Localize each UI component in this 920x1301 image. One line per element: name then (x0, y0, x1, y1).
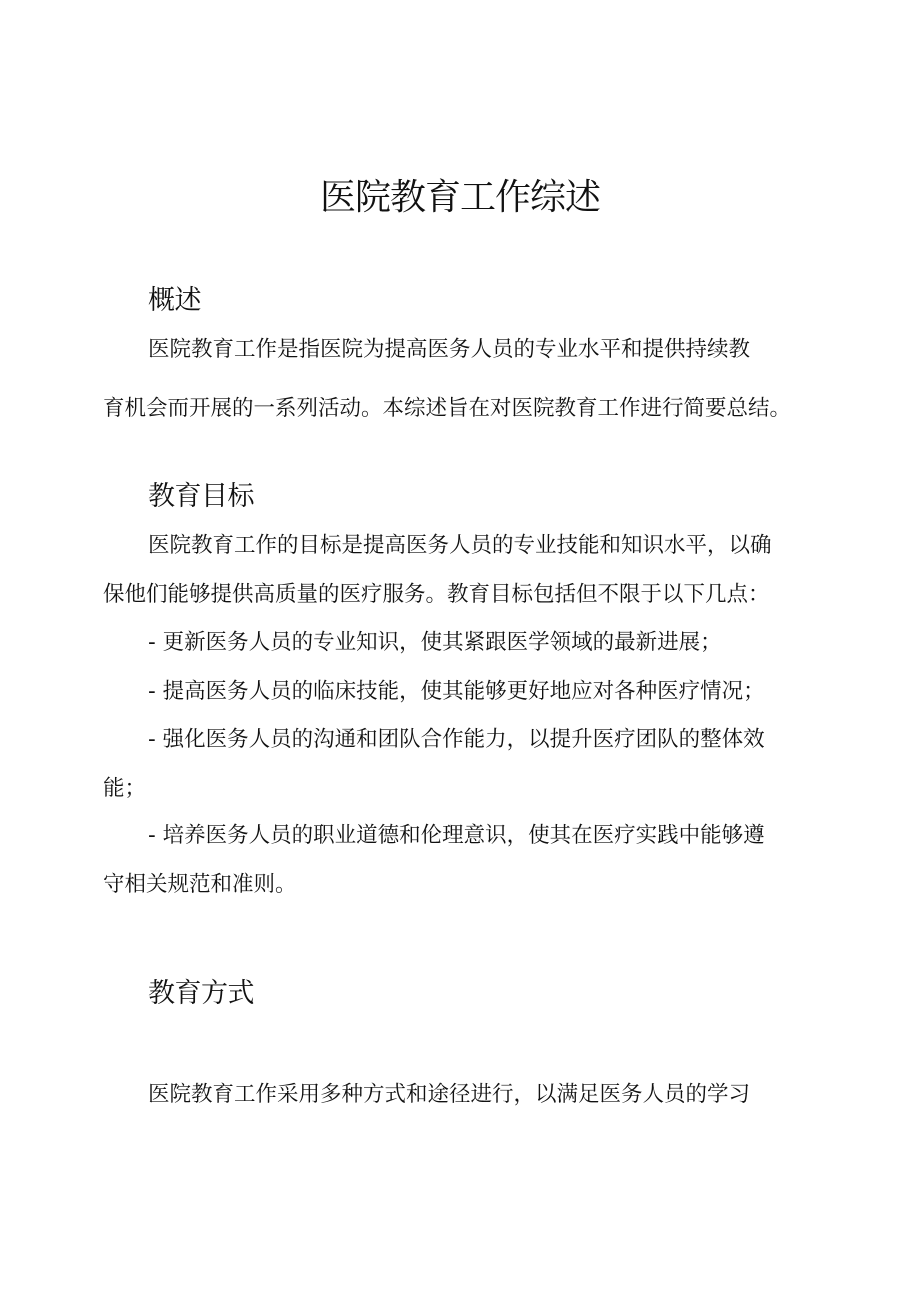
goals-intro-line-2: 保他们能够提供高质量的医疗服务。教育目标包括但不限于以下几点： (103, 582, 770, 607)
goals-bullet-2-line-1: - 提高医务人员的临床技能，使其能够更好地应对各种医疗情况； (148, 679, 765, 704)
goals-bullet-4-line-1: - 培养医务人员的职业道德和伦理意识，使其在医疗实践中能够遵 (148, 823, 765, 848)
section-heading-overview: 概述 (148, 285, 201, 316)
document-title: 医院教育工作综述 (319, 177, 600, 218)
goals-bullet-3-line-2: 能； (103, 776, 147, 801)
methods-line-1: 医院教育工作采用多种方式和途径进行，以满足医务人员的学习 (148, 1082, 751, 1107)
overview-line-2: 育机会而开展的一系列活动。本综述旨在对医院教育工作进行简要总结。 (103, 396, 792, 421)
goals-bullet-4-line-2: 守相关规范和准则。 (103, 872, 297, 897)
section-heading-methods: 教育方式 (148, 978, 254, 1009)
section-heading-goals: 教育目标 (148, 481, 254, 512)
goals-intro-line-1: 医院教育工作的目标是提高医务人员的专业技能和知识水平，以确 (148, 533, 772, 558)
goals-bullet-3-line-1: - 强化医务人员的沟通和团队合作能力，以提升医疗团队的整体效 (148, 727, 765, 752)
goals-bullet-1-line-1: - 更新医务人员的专业知识，使其紧跟医学领域的最新进展； (148, 630, 722, 655)
overview-line-1: 医院教育工作是指医院为提高医务人员的专业水平和提供持续教 (148, 337, 751, 362)
